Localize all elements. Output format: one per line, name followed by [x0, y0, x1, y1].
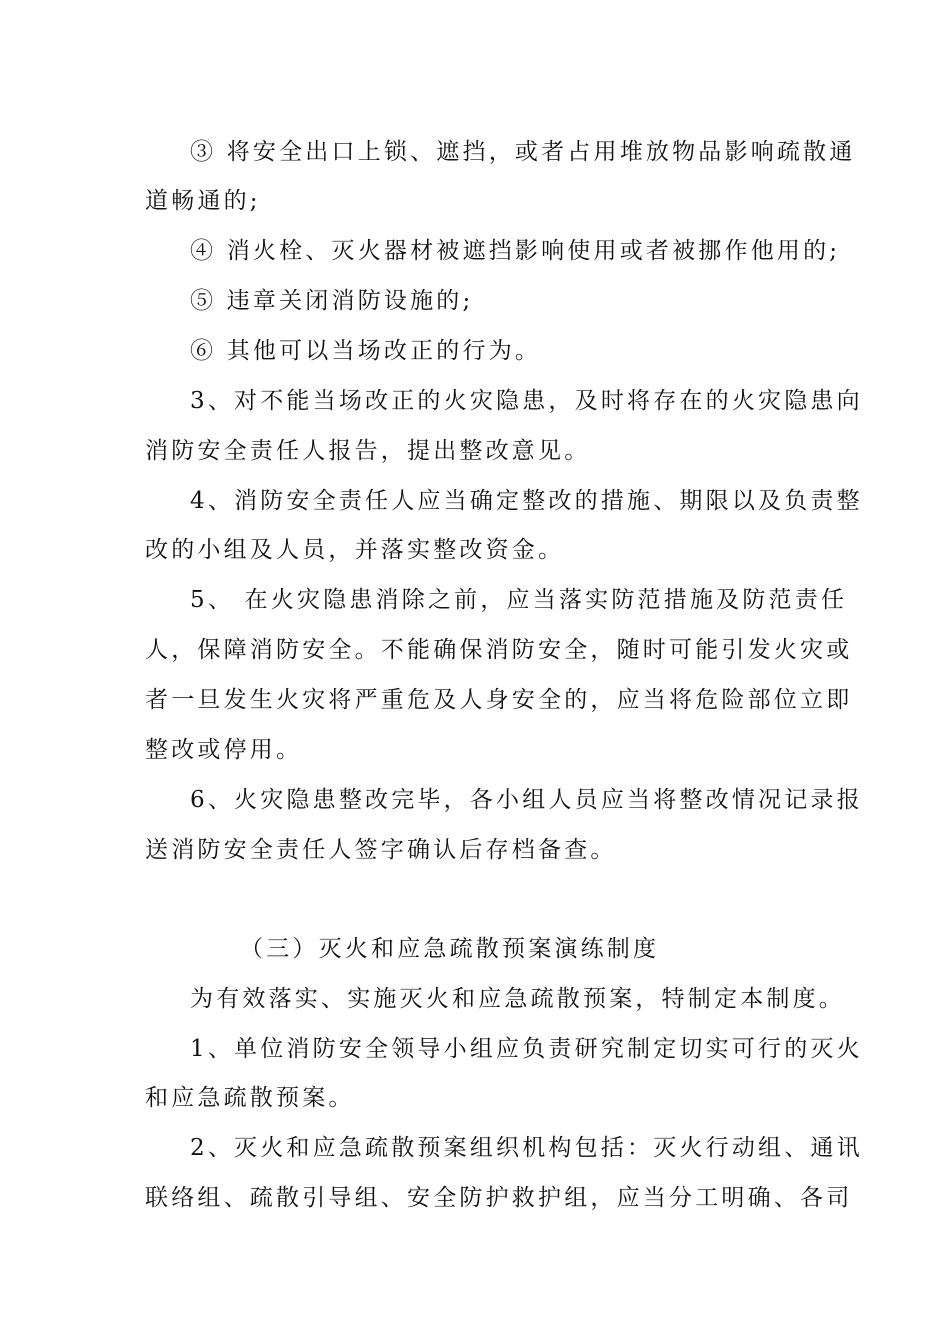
text-line: 消防安全责任人报告，提出整改意见。: [145, 438, 591, 464]
section-heading: （三）灭火和应急疏散预案演练制度: [240, 936, 660, 962]
text-line: ⑥ 其他可以当场改正的行为。: [190, 338, 542, 364]
text-line: 为有效落实、实施灭火和应急疏散预案，特制定本制度。: [190, 986, 845, 1012]
text-line: 3、对不能当场改正的火灾隐患，及时将存在的火灾隐患向: [190, 388, 863, 414]
text-line: 整改或停用。: [145, 737, 303, 763]
text-line: 道畅通的;: [145, 188, 261, 214]
text-line: 6、火灾隐患整改完毕，各小组人员应当将整改情况记录报: [190, 787, 863, 813]
text-line: 1、单位消防安全领导小组应负责研究制定切实可行的灭火: [190, 1036, 863, 1062]
text-line: ④ 消火栓、灭火器材被遮挡影响使用或者被挪作他用的;: [190, 238, 841, 264]
text-line: 人，保障消防安全。不能确保消防安全，随时可能引发火灾或: [145, 637, 853, 663]
text-line: 5、 在火灾隐患消除之前，应当落实防范措施及防范责任: [190, 587, 848, 613]
text-line: 联络组、疏散引导组、安全防护救护组，应当分工明确、各司: [145, 1185, 853, 1211]
text-line: 送消防安全责任人签字确认后存档备查。: [145, 837, 617, 863]
text-line: 4、消防安全责任人应当确定整改的措施、期限以及负责整: [190, 488, 863, 514]
text-line: 者一旦发生火灾将严重危及人身安全的，应当将危险部位立即: [145, 687, 853, 713]
text-line: ③ 将安全出口上锁、遮挡，或者占用堆放物品影响疏散通: [190, 139, 856, 165]
text-line: ⑤ 违章关闭消防设施的;: [190, 288, 474, 314]
text-line: 和应急疏散预案。: [145, 1085, 355, 1111]
text-line: 改的小组及人员，并落实整改资金。: [145, 537, 565, 563]
text-line: 2、灭火和应急疏散预案组织机构包括：灭火行动组、通讯: [190, 1135, 863, 1161]
